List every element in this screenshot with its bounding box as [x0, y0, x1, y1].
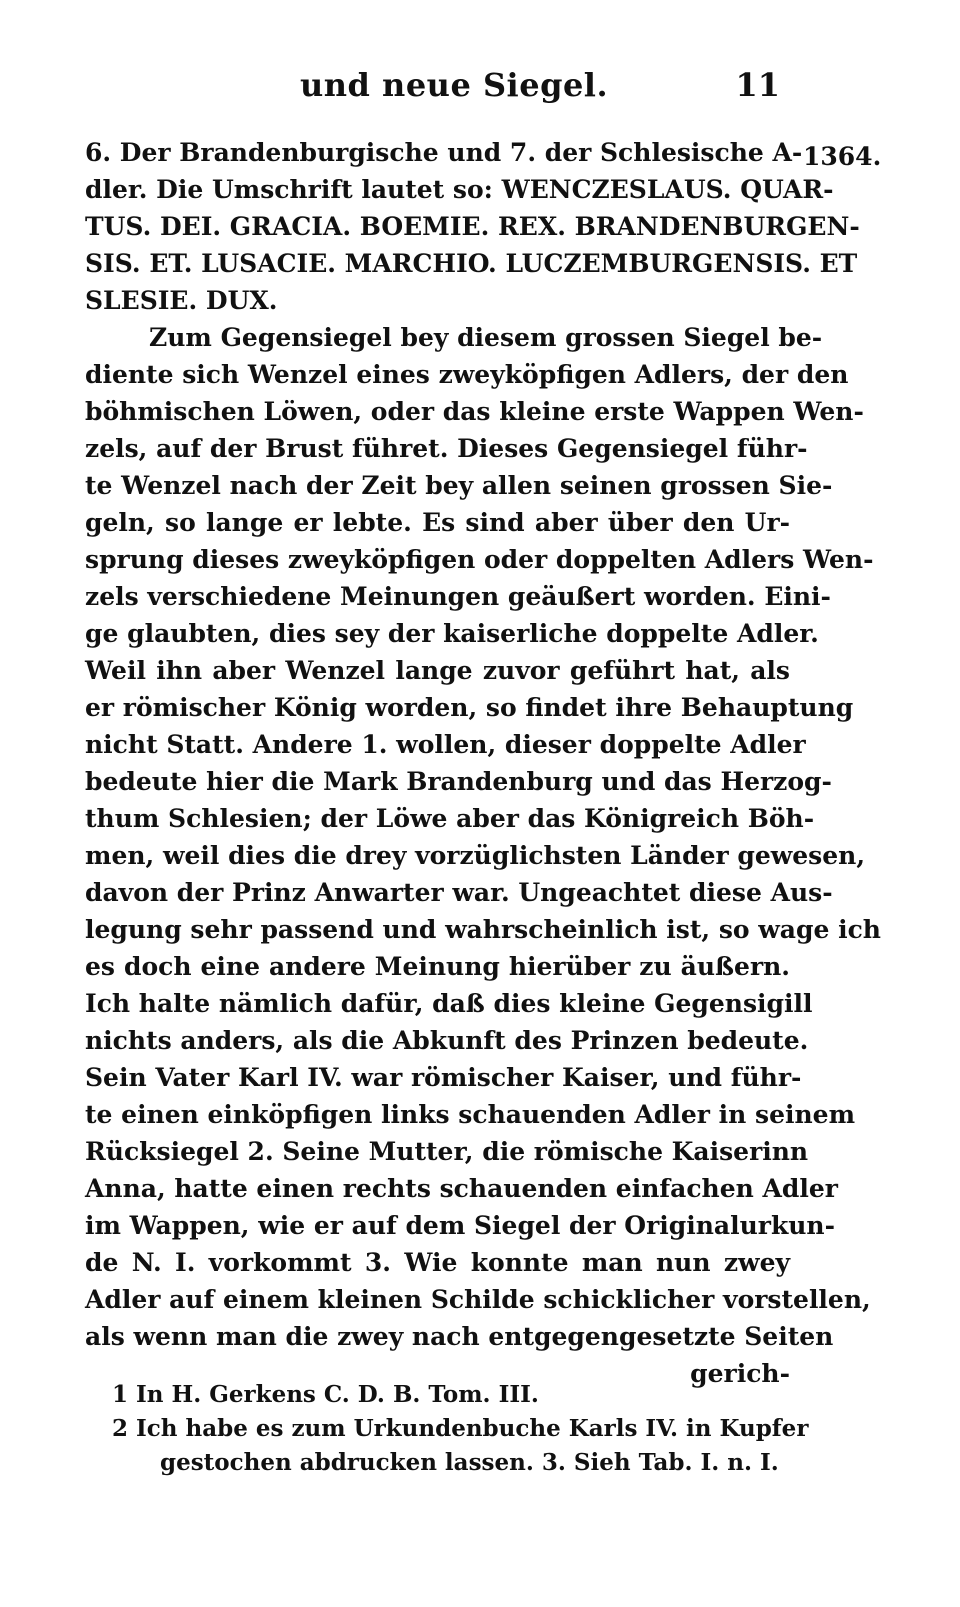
text-line: Rücksiegel 2. Seine Mutter, die römische Kaiserinn: [85, 1137, 809, 1166]
text-line: te Wenzel nach der Zeit bey allen seinen grossen Sie-: [85, 471, 833, 500]
text-line: zels, auf der Brust führet. Dieses Gegensiegel führ-: [85, 434, 808, 463]
text-line: TUS. DEI. GRACIA. BOEMIE. REX. BRANDENBURGEN-: [85, 212, 860, 241]
page-header: [90, 66, 790, 114]
text-line: de N. I. vorkommt 3. Wie konnte man nun zwey: [85, 1248, 790, 1277]
text-line: Sein Vater Karl IV. war römischer Kaiser, und führ-: [85, 1063, 802, 1092]
text-line: diente sich Wenzel eines zweyköpfigen Adlers, der den: [85, 360, 849, 389]
text-line: Zum Gegensiegel bey diesem grossen Siegel be-: [149, 323, 823, 352]
text-line: nicht Statt. Andere 1. wollen, dieser doppelte Adler: [85, 730, 806, 759]
catchword: gerich-: [690, 1359, 790, 1388]
text-line: te einen einköpfigen links schauenden Adler in seinem: [85, 1100, 856, 1129]
text-line: ge glaubten, dies sey der kaiserliche doppelte Adler.: [85, 619, 819, 648]
text-line: sprung dieses zweyköpfigen oder doppelten Adlers Wen-: [85, 545, 874, 574]
text-line: Weil ihn aber Wenzel lange zuvor geführt hat, als: [85, 656, 790, 685]
text-line: 6. Der Brandenburgische und 7. der Schlesische A-: [85, 138, 803, 167]
text-line: Anna, hatte einen rechts schauenden einfachen Adler: [85, 1174, 838, 1203]
footnotes: [112, 1378, 809, 1480]
text-line: als wenn man die zwey nach entgegengesetzte Seiten: [85, 1322, 834, 1351]
text-line: Ich halte nämlich dafür, daß dies kleine Gegensigill: [85, 989, 813, 1018]
text-line: es doch eine andere Meinung hierüber zu äußern.: [85, 952, 790, 981]
text-line: bedeute hier die Mark Brandenburg und das Herzog-: [85, 767, 832, 796]
text-line: zels verschiedene Meinungen geäußert worden. Eini-: [85, 582, 831, 611]
text-line: davon der Prinz Anwarter war. Ungeachtet diese Aus-: [85, 878, 833, 907]
footnote-1: 1 In H. Gerkens C. D. B. Tom. III.: [112, 1381, 539, 1408]
text-line: thum Schlesien; der Löwe aber das Königreich Böh-: [85, 804, 815, 833]
text-line: SLESIE. DUX.: [85, 286, 278, 315]
text-line: er römischer König worden, so findet ihre Behauptung: [85, 693, 854, 722]
text-line: dler. Die Umschrift lautet so: WENCZESLAUS. QUAR-: [85, 175, 834, 204]
running-head: und neue Siegel.: [300, 66, 609, 104]
text-line: men, weil dies die drey vorzüglichsten Länder gewesen,: [85, 841, 866, 870]
text-line: nichts anders, als die Abkunft des Prinzen bedeute.: [85, 1026, 809, 1055]
footnote-2: 2 Ich habe es zum Urkundenbuche Karls IV. in Kupfer: [112, 1415, 809, 1442]
text-line: SIS. ET. LUSACIE. MARCHIO. LUCZEMBURGENSIS. ET: [85, 249, 858, 278]
margin-year-note: 1364.: [803, 142, 882, 171]
page-number: 11: [735, 66, 780, 104]
text-line: Adler auf einem kleinen Schilde schicklicher vorstellen,: [85, 1285, 871, 1314]
text-line: legung sehr passend und wahrscheinlich ist, so wage ich: [85, 915, 881, 944]
text-line: geln, so lange er lebte. Es sind aber über den Ur-: [85, 508, 790, 537]
footnote-2-continuation: gestochen abdrucken lassen. 3. Sieh Tab. I. n. I.: [160, 1449, 779, 1476]
text-line: im Wappen, wie er auf dem Siegel der Originalurkun-: [85, 1211, 835, 1240]
text-line: böhmischen Löwen, oder das kleine erste Wappen Wen-: [85, 397, 864, 426]
